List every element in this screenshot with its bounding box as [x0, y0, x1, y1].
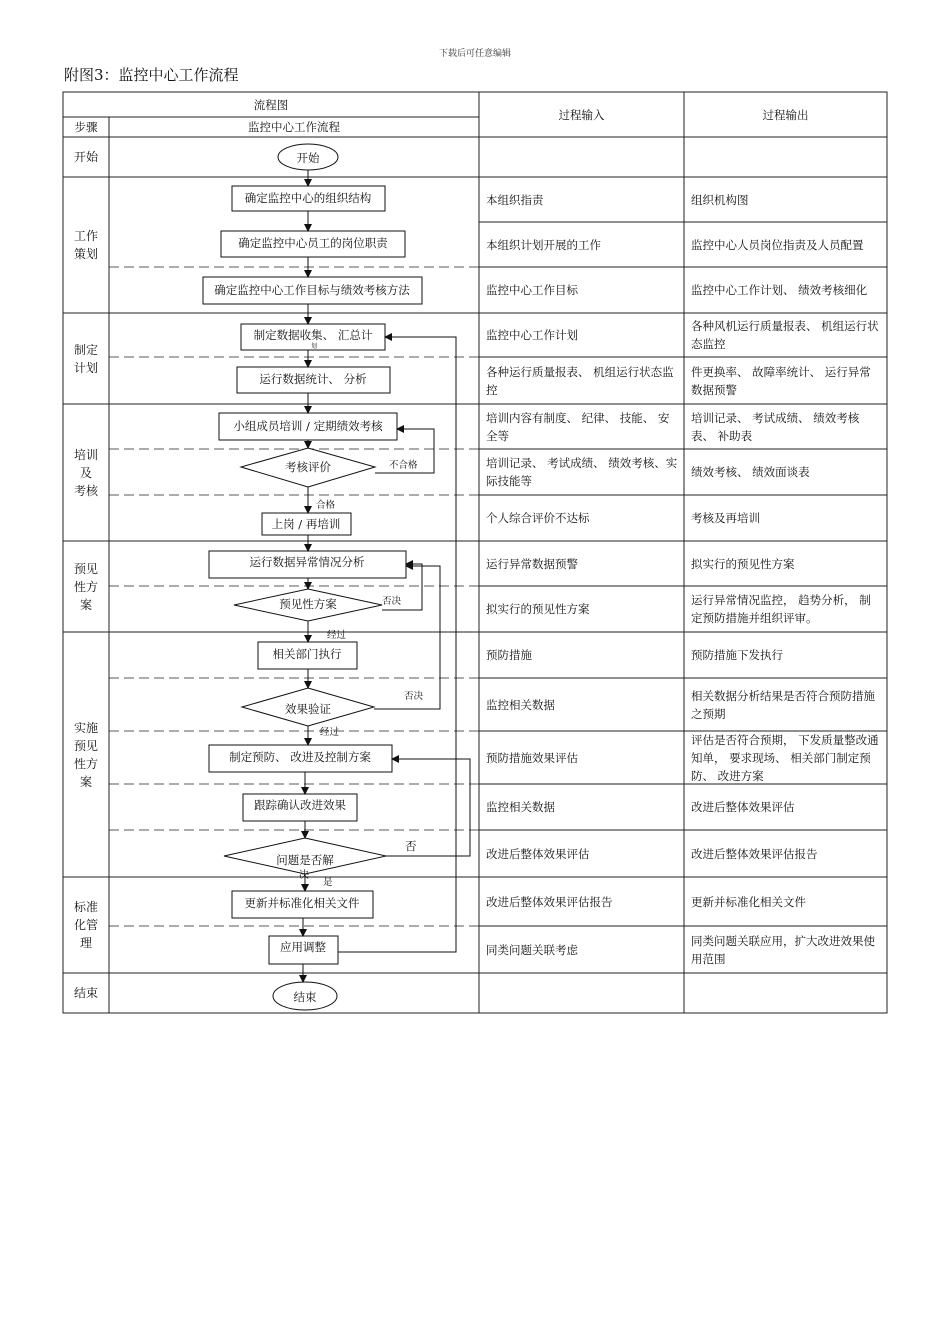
decision-label: 预见性方案 [279, 597, 337, 611]
input-text: 培训记录、 考试成绩、 绩效考核、实际技能等 [486, 456, 678, 488]
branch-label: 否决 [382, 596, 402, 607]
output-text: 改进后整体效果评估报告 [691, 846, 818, 861]
input-text: 预防措施 [486, 648, 532, 662]
output-text: 更新并标准化相关文件 [691, 894, 806, 909]
box-label: 应用调整 [280, 940, 326, 954]
box-label: 运行数据统计、 分析 [259, 372, 367, 386]
input-text: 监控中心工作目标 [486, 283, 578, 297]
document-title: 附图3：监控中心工作流程 [64, 66, 239, 84]
header-note: 下载后可任意编辑 [438, 49, 511, 59]
box-label: 确定监控中心工作目标与绩效考核方法 [214, 283, 410, 297]
decision-label: 考核评价 [285, 460, 331, 474]
decision-label: 问题是否解 [276, 853, 334, 867]
step-label: 培训 及 考核 [73, 447, 98, 498]
output-text: 运行异常情况监控， 趋势分析， 制定预防措施并组织评审。 [691, 593, 871, 625]
step-label: 结束 [73, 986, 98, 1000]
output-text: 绩效考核、 绩效面谈表 [691, 465, 810, 479]
box-label: 更新并标准化相关文件 [244, 896, 360, 910]
step-label: 开始 [73, 150, 98, 164]
input-text: 预防措施效果评估 [486, 750, 578, 765]
input-text: 改进后整体效果评估报告 [486, 894, 613, 909]
box-label: 制定预防、 改进及控制方案 [229, 750, 371, 764]
output-text: 监控中心工作计划、 绩效考核细化 [691, 283, 868, 297]
end-label: 结束 [293, 990, 317, 1004]
box-label: 确定监控中心员工的岗位职责 [238, 236, 388, 250]
box-label: 运行数据异常情况分析 [249, 555, 365, 569]
output-text: 拟实行的预见性方案 [691, 556, 795, 571]
input-text: 本组织计划开展的工作 [486, 237, 601, 252]
step-label: 标准 化管 理 [73, 900, 98, 950]
input-text: 各种运行质量报表、 机组运行状态监控 [486, 364, 674, 397]
header-flowchart: 流程图 [253, 98, 289, 112]
step-label: 工作 策划 [73, 229, 98, 261]
branch-label: 不合格 [389, 460, 418, 471]
box-label: 跟踪确认改进效果 [254, 798, 346, 812]
box-label: 制定数据收集、 汇总计 [253, 328, 373, 342]
box-label: 确定监控中心的组织结构 [244, 191, 372, 205]
branch-label: 否决 [404, 691, 424, 702]
header-output: 过程输出 [762, 108, 809, 122]
input-text: 改进后整体效果评估 [486, 846, 590, 861]
output-text: 件更换率、 故障率统计、 运行异常数据预警 [691, 364, 871, 397]
input-text: 监控相关数据 [486, 800, 555, 814]
branch-label: 合格 [316, 500, 336, 511]
box-label: 上岗 / 再培训 [271, 517, 341, 531]
header-input: 过程输入 [558, 108, 605, 122]
input-text: 培训内容有制度、 纪律、 技能、 安全等 [486, 410, 670, 443]
header-flow-name: 监控中心工作流程 [248, 120, 340, 134]
input-text: 个人综合评价不达标 [486, 511, 590, 525]
output-text: 各种风机运行质量报表、 机组运行状态监控 [691, 319, 879, 351]
loop-effect-reject-arrow [374, 566, 440, 709]
decision-label: 效果验证 [285, 702, 331, 716]
input-text: 拟实行的预见性方案 [486, 602, 590, 616]
input-text: 监控中心工作计划 [486, 328, 578, 342]
loop-unsolved-arrow [386, 759, 470, 856]
box-sublabel: 划 [310, 343, 318, 350]
output-text: 监控中心人员岗位指责及人员配置 [691, 237, 864, 252]
branch-label: 是 [323, 877, 333, 888]
output-text: 评估是否符合预期， 下发质量整改通知单， 要求现场、 相关部门制定预防、 改进方案 [691, 732, 879, 783]
branch-label: 经过 [327, 630, 347, 641]
decision-sublabel: 决 [299, 870, 309, 881]
header-step: 步骤 [74, 120, 98, 134]
output-text: 考核及再培训 [691, 511, 760, 525]
branch-label: 否 [405, 839, 417, 853]
output-text: 相关数据分析结果是否符合预防措施之预期 [691, 688, 875, 721]
input-text: 本组织指责 [486, 192, 544, 207]
start-label: 开始 [296, 151, 320, 165]
box-label: 相关部门执行 [272, 647, 342, 661]
step-label: 制定 计划 [73, 342, 98, 375]
output-text: 培训记录、 考试成绩、 绩效考核表、 补助表 [691, 410, 860, 443]
box-label: 小组成员培训 / 定期绩效考核 [233, 419, 383, 433]
input-text: 运行异常数据预警 [486, 556, 578, 571]
input-text: 同类问题关联考虑 [486, 942, 578, 957]
input-text: 监控相关数据 [486, 697, 555, 712]
output-text: 预防措施下发执行 [691, 648, 783, 662]
step-label: 实施 预见 性方 案 [73, 720, 98, 789]
step-label: 预见 性方 案 [73, 561, 98, 612]
branch-label: 经过 [320, 727, 340, 738]
output-text: 改进后整体效果评估 [691, 800, 795, 814]
output-text: 组织机构图 [691, 192, 749, 207]
output-text: 同类问题关联应用，扩大改进效果使用范围 [691, 933, 875, 966]
